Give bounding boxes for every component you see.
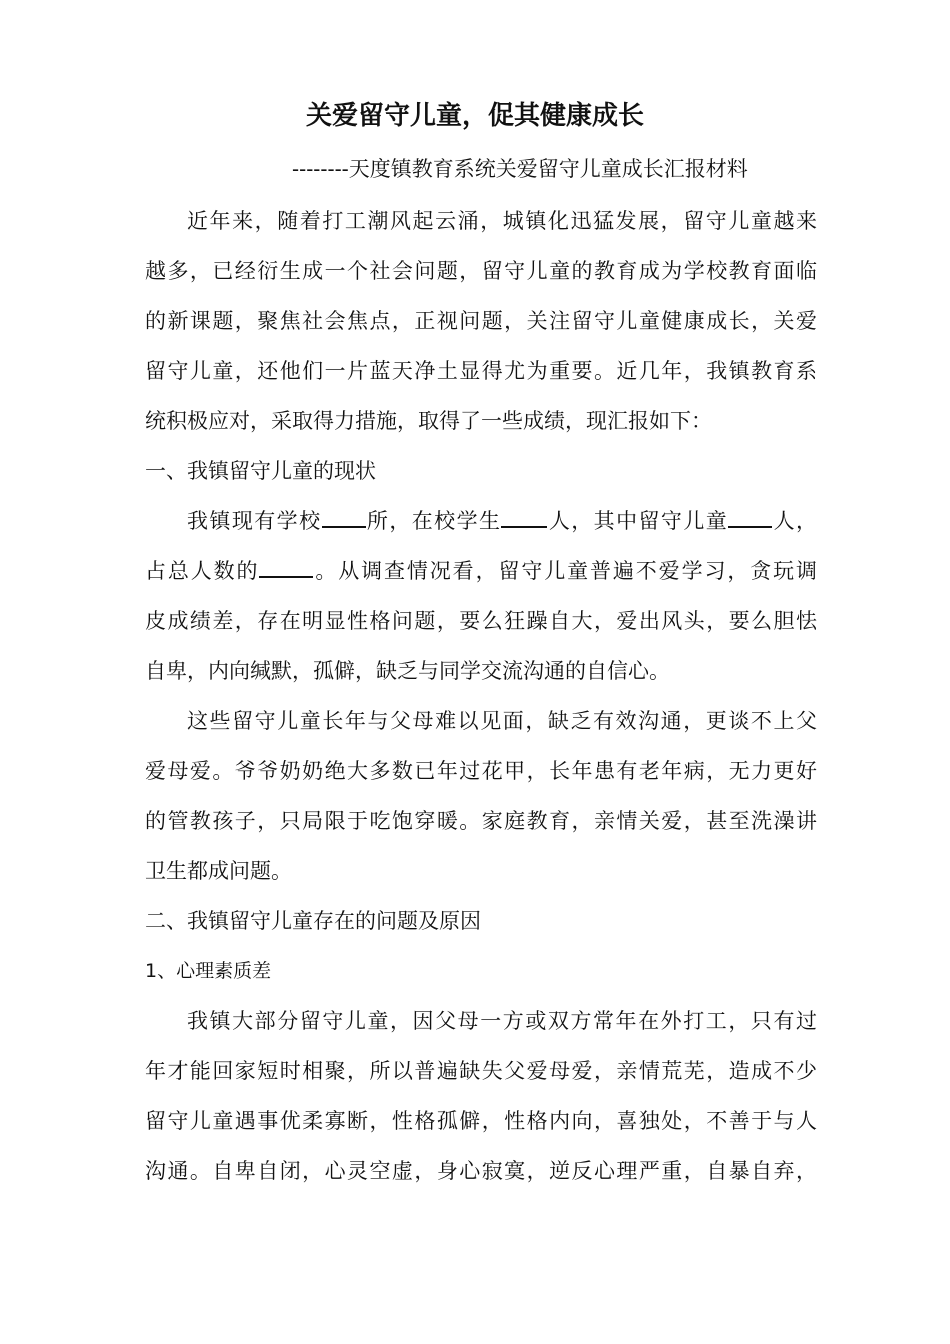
intro-line: 留守儿童，还他们一片蓝天净土显得尤为重要。近几年，我镇教育系: [145, 359, 817, 383]
school-count-blank[interactable]: [322, 506, 366, 528]
section-heading: 二、我镇留守儿童存在的问题及原因: [145, 909, 481, 933]
stats-text: 所，在校学生: [365, 509, 502, 533]
intro-line: 统积极应对，采取得力措施，取得了一些成绩，现汇报如下：: [145, 409, 712, 433]
document-subtitle: --------天度镇教育系统关爱留守儿童成长汇报材料: [292, 157, 748, 181]
stats-line: [145, 506, 817, 536]
body-line: 年才能回家短时相聚，所以普遍缺失父爱母爱，亲情荒芜，造成不少: [145, 1059, 817, 1083]
stats-text: 。从调查情况看，留守儿童普遍不爱学习，贪玩调: [313, 559, 818, 583]
body-line: 留守儿童遇事优柔寡断，性格孤僻，性格内向，喜独处，不善于与人: [145, 1109, 817, 1133]
body-line: 自卑，内向缄默，孤僻，缺乏与同学交流沟通的自信心。: [145, 659, 670, 683]
document-title: 关爱留守儿童，促其健康成长: [305, 101, 644, 131]
body-line: 沟通。自卑自闭，心灵空虚，身心寂寞，逆反心理严重，自暴自弃，: [145, 1159, 817, 1183]
stats-text: 我镇现有学校: [187, 509, 322, 533]
stats-text: 人，: [772, 509, 818, 533]
intro-line: 近年来，随着打工潮风起云涌，城镇化迅猛发展，留守儿童越来: [187, 209, 817, 233]
body-line: 卫生都成问题。: [145, 859, 292, 883]
section-heading: 一、我镇留守儿童的现状: [145, 459, 376, 483]
left-behind-count-blank[interactable]: [728, 506, 772, 528]
student-count-blank[interactable]: [501, 506, 547, 528]
body-line: 的管教孩子，只局限于吃饱穿暖。家庭教育，亲情关爱，甚至洗澡讲: [145, 809, 817, 833]
stats-text: 人，其中留守儿童: [547, 509, 729, 533]
stats-text: 占总人数的: [145, 559, 260, 583]
body-line: 爱母爱。爷爷奶奶绝大多数已年过花甲，长年患有老年病，无力更好: [145, 759, 817, 783]
body-line: 皮成绩差，存在明显性格问题，要么狂躁自大，爱出风头，要么胆怯: [145, 609, 817, 633]
stats-line: [145, 556, 817, 586]
intro-line: 越多，已经衍生成一个社会问题，留守儿童的教育成为学校教育面临: [145, 259, 817, 283]
subsection-heading: 1、心理素质差: [145, 960, 272, 982]
body-line: 这些留守儿童长年与父母难以见面，缺乏有效沟通，更谈不上父: [187, 709, 817, 733]
body-line: 我镇大部分留守儿童，因父母一方或双方常年在外打工，只有过: [187, 1009, 817, 1033]
intro-line: 的新课题，聚焦社会焦点，正视问题，关注留守儿童健康成长，关爱: [145, 309, 817, 333]
percentage-blank[interactable]: [259, 556, 313, 578]
